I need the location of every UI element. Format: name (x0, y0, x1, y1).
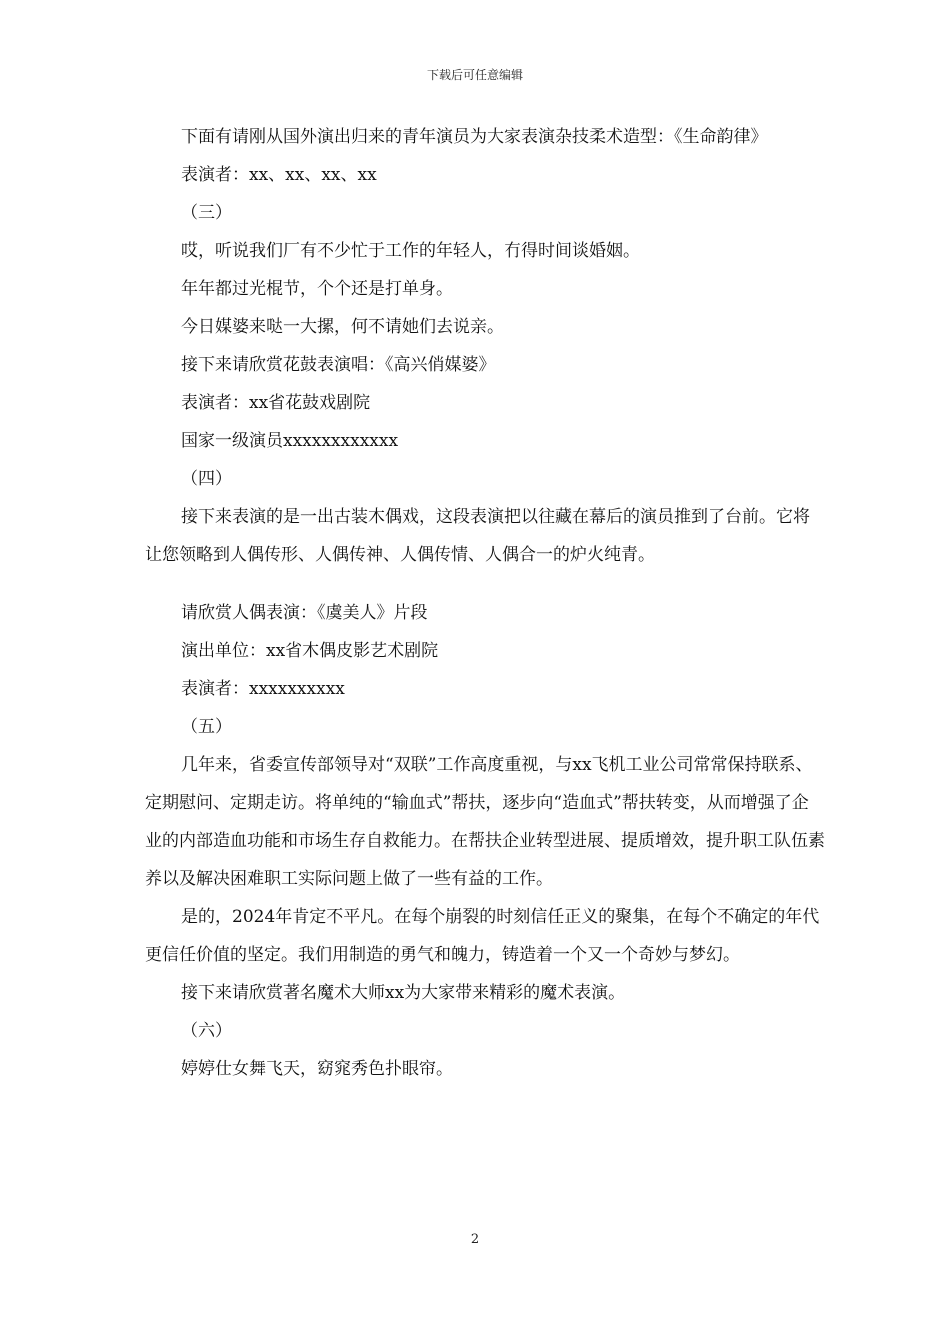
paragraph: 哎，听说我们厂有不少忙于工作的年轻人，冇得时间谈婚姻。 (181, 241, 640, 261)
page-number: 2 (470, 1232, 480, 1247)
paragraph: 几年来，省委宣传部领导对“双联”工作高度重视，与xx飞机工业公司常常保持联系、定期慰问、定期走访。将单纯的“输血式”帮扶，逐步向“造血式”帮扶转变，从而增强了企业的内部造血功能和市场生存自救能力。在帮扶企业转型进展、提质增效，提升职工队伍素养以及解决困难职工实际问题上做了一些有益的工作。 (145, 755, 825, 889)
paragraph: 接下来请欣赏著名魔术大师xx为大家带来精彩的魔术表演。 (181, 983, 626, 1003)
paragraph: 接下来表演的是一出古装木偶戏，这段表演把以往藏在幕后的演员推到了台前。它将让您领略到人偶传形、人偶传神、人偶传情、人偶合一的炉火纯青。 (145, 507, 810, 565)
paragraph: 演出单位：xx省木偶皮影艺术剧院 (181, 641, 439, 661)
paragraph: 表演者：xxxxxxxxxx (181, 679, 345, 699)
paragraph: 年年都过光棍节，个个还是打单身。 (181, 279, 453, 299)
paragraph: 表演者：xx省花鼓戏剧院 (181, 393, 371, 413)
paragraph: 接下来请欣赏花鼓表演唱：《高兴俏媒婆》 (181, 355, 496, 375)
paragraph: 表演者：xx、xx、xx、xx (181, 165, 377, 185)
page-header: 下载后可任意编辑 (426, 68, 523, 82)
section-heading: （五） (181, 717, 232, 737)
document-body (145, 118, 825, 1088)
paragraph: 国家一级演员xxxxxxxxxxxx (181, 431, 399, 451)
paragraph: 请欣赏人偶表演：《虞美人》片段 (181, 603, 428, 623)
section-heading: （三） (181, 203, 232, 223)
paragraph: 今日媒婆来哒一大摞，何不请她们去说亲。 (181, 317, 504, 337)
section-heading: （四） (181, 469, 232, 489)
paragraph: 是的，2024年肯定不平凡。在每个崩裂的时刻信任正义的聚集，在每个不确定的年代更信任价值的坚定。我们用制造的勇气和魄力，铸造着一个又一个奇妙与梦幻。 (145, 907, 820, 965)
paragraph: 婷婷仕女舞飞天，窈窕秀色扑眼帘。 (181, 1059, 453, 1079)
section-heading: （六） (181, 1021, 232, 1041)
paragraph: 下面有请刚从国外演出归来的青年演员为大家表演杂技柔术造型：《生命韵律》 (181, 127, 768, 147)
